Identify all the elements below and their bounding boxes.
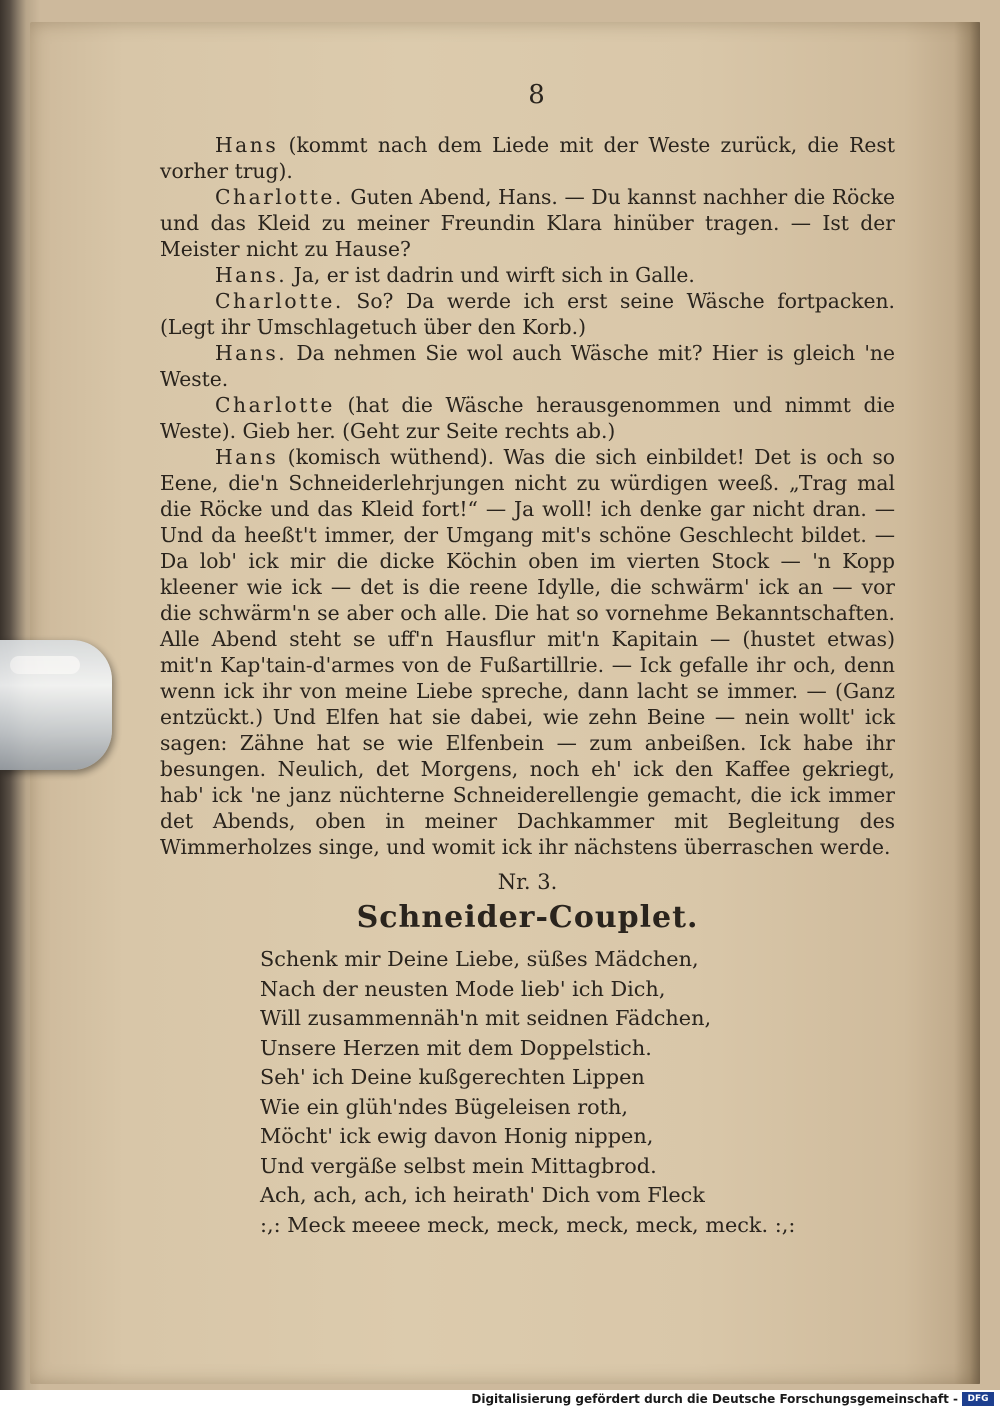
- speaker-name: Hans: [215, 133, 279, 157]
- dialogue-paragraph: [160, 184, 895, 262]
- page-clip: [0, 640, 112, 770]
- speaker-name: Hans.: [215, 263, 288, 287]
- dialogue-text: (komisch wüthend). Was die sich einbildet! Det is och so Eene, die'n Schneiderlehrjungen nicht zu würdigen weeß. „Trag mal die Röcke und das Kleid fort!“ — Ja woll! ich denke gar nicht dran. — Und da heeßt't immer, der Umgang mit's schöne Geschlecht bildet. — Da lob' ick mir die dicke Köchin oben im vierten Stock — 'n Kopp kleener wie ick — det is die reene Idylle, die schwärm' ick an — vor die schwärm'n se aber och alle. Die hat so vornehme Bekanntschaften. Alle Abend steht se uff'n Hausflur mit'n Kapitain — (hustet etwas) mit'n Kap'tain-d'armes von de Fußartillrie. — Ick gefalle ihr och, denn wenn ick ihr von meine Liebe spreche, dann lacht se immer. — (Ganz entzückt.) Und Elfen hat sie dabei, wie zehn Beine — nein wollt' ick sagen: Zähne hat se wie Elfenbein — zum anbeißen. Ick habe ihr besungen. Neulich, det Morgens, noch eh' ick den Kaffee gekriegt, hab' ick 'ne janz nüchterne Schneiderellengie gemacht, die ick immer det Abends, oben in meiner Dachkammer mit Begleitung des Wimmerholzes singe, und womit ick ihr nächstens überraschen werde.: [160, 445, 895, 859]
- page-text: [160, 80, 895, 1240]
- verse: [260, 945, 895, 1240]
- verse-line: Ach, ach, ach, ich heirath' Dich vom Fleck: [260, 1183, 705, 1207]
- dialogue-text: (kommt nach dem Liede mit der Weste zurück, die Rest vorher trug).: [160, 133, 895, 183]
- speaker-name: Charlotte.: [215, 289, 344, 313]
- dialogue-text: Ja, er ist dadrin und wirft sich in Galle.: [287, 263, 695, 287]
- funding-notice: Digitalisierung gefördert durch die Deutsche Forschungsgemeinschaft -: [471, 1392, 958, 1406]
- song-number: Nr. 3.: [497, 870, 558, 894]
- verse-line: Unsere Herzen mit dem Doppelstich.: [260, 1035, 652, 1060]
- verse-line: Seh' ich Deine kußgerechten Lippen: [260, 1065, 645, 1089]
- dialogue-paragraph: [160, 444, 895, 860]
- dialogue-text: So? Da werde ich erst seine Wäsche fortpacken. (Legt ihr Umschlagetuch über den Korb.): [160, 289, 895, 339]
- dialogue-text: Da nehmen Sie wol auch Wäsche mit? Hier is gleich 'ne Weste.: [160, 341, 895, 391]
- verse-line: :,: Meck meeee meck, meck, meck, meck, meck. :,:: [260, 1212, 796, 1237]
- dialogue-paragraph: [160, 340, 895, 392]
- verse-line: Nach der neusten Mode lieb' ich Dich,: [260, 976, 666, 1001]
- dialogue-text: Guten Abend, Hans. — Du kannst nachher die Röcke und das Kleid zu meiner Freundin Klara hinüber tragen. — Ist der Meister nicht zu Hause?: [160, 185, 895, 261]
- dialogue-paragraph: [160, 288, 895, 340]
- page-edge-shadow: [954, 22, 980, 1384]
- speaker-name: Hans.: [215, 341, 288, 365]
- verse-line: Will zusammennäh'n mit seidnen Fädchen,: [260, 1006, 712, 1030]
- clip-highlight: [10, 656, 80, 674]
- verse-line: Wie ein glüh'ndes Bügeleisen roth,: [260, 1094, 629, 1119]
- verse-line: Schenk mir Deine Liebe, süßes Mädchen,: [260, 947, 699, 971]
- dialogue-text: (hat die Wäsche herausgenommen und nimmt die Weste). Gieb her. (Geht zur Seite rechts ab.): [160, 393, 895, 443]
- speaker-name: Charlotte.: [215, 185, 344, 209]
- dialogue-paragraph: [160, 132, 895, 184]
- footer-bar: [0, 1390, 1000, 1409]
- song-title: Schneider-Couplet.: [356, 900, 699, 935]
- dfg-logo: DFG: [962, 1392, 994, 1406]
- dialogue-paragraph: [160, 262, 895, 288]
- verse-line: Und vergäße selbst mein Mittagbrod.: [260, 1153, 657, 1178]
- verse-line: Möcht' ick ewig davon Honig nippen,: [260, 1124, 654, 1148]
- speaker-name: Charlotte: [215, 393, 335, 417]
- speaker-name: Hans: [215, 445, 279, 469]
- dialogue-paragraph: [160, 392, 895, 444]
- page-number: 8: [528, 80, 545, 110]
